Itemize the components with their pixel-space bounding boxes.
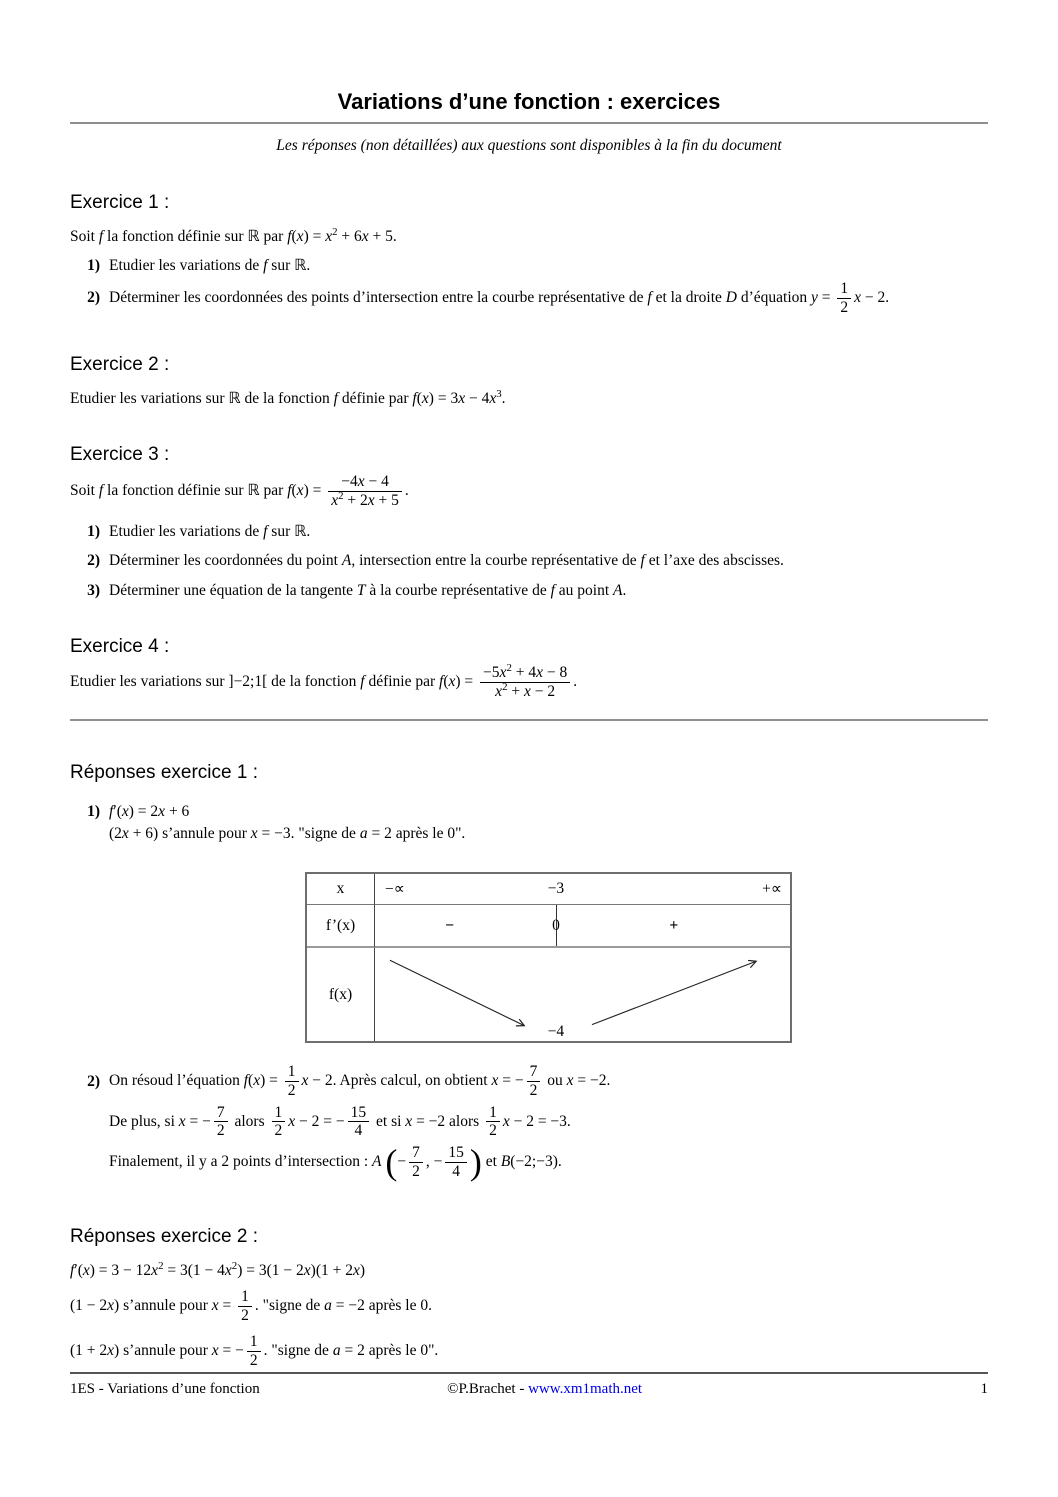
question-text: Déterminer les coordonnées du point A, intersection entre la courbe représentative de f et l’axe des abscisses. [109, 552, 784, 569]
increasing-arrow [592, 961, 756, 1024]
exercice-1-heading: Exercice 1 : [70, 192, 170, 213]
table-x-row [375, 874, 790, 905]
exercice-3-question-1 [70, 522, 988, 541]
reponse-2-factor1-line: (1 − 2x) s’annule pour x = $\frac{1}{2}$ . "signe de a = −2 après le 0. [70, 1288, 432, 1324]
exercice-1-question-2 [70, 280, 988, 317]
footer-author: ©P.Brachet - [447, 1381, 529, 1397]
question-number: 2) [87, 552, 100, 569]
question-number: 1) [87, 256, 100, 274]
title-rule [70, 122, 988, 124]
decreasing-arrow [390, 960, 524, 1025]
sign-plus: + [669, 916, 679, 934]
answer-text [109, 803, 988, 847]
question-text: Déterminer une équation de la tangente T à la courbe représentative de f au point A. [109, 582, 627, 599]
table-sign-row [375, 905, 790, 948]
minimum-value: −4 [547, 1023, 565, 1040]
answer-number: 2) [87, 1073, 100, 1090]
question-text: Déterminer les coordonnées des points d’intersection entre la courbe représentative de f et la droite D d’équation y = $\frac{1}{2}$ x − 2. [109, 280, 890, 316]
reponses-exercice-1-heading: Réponses exercice 1 : [70, 762, 258, 783]
reponse-1-answer-2 [70, 1063, 988, 1185]
exercice-1-question-1 [70, 256, 988, 275]
exercice-4-heading: Exercice 4 : [70, 636, 170, 657]
x-critical-value: −3 [547, 880, 565, 897]
x-minus-infinity: −∝ [385, 880, 405, 898]
table-variation-row [375, 948, 790, 1041]
exercice-2-body: Etudier les variations sur ℝ de la fonction f définie par $f(x) = 3x - 4x^3$. [70, 387, 506, 407]
page-title: Variations d’une fonction : exercices [337, 89, 721, 114]
footer-website-link[interactable]: www.xm1math.net [528, 1381, 643, 1397]
reponse-2-derivative-line: $f'(x) = 3 - 12x^2 = 3(1 - 4x^2) = 3(1 - 2x)(1 + 2x)$ [70, 1259, 366, 1279]
variation-arrows [375, 948, 790, 1041]
exercice-3-intro: Soit f la fonction définie sur ℝ par f(x) = $\frac{-4x - 4}{x^2 + 2x + 5}$ . [70, 473, 409, 509]
footer-course-label: 1ES - Variations d’une fonction [70, 1381, 260, 1397]
question-number: 1) [87, 522, 100, 540]
sign-minus: − [445, 916, 455, 934]
sign-explanation-line: (2x + 6) s’annule pour x = −3. "signe de a = 2 après le 0". [109, 825, 466, 842]
exercice-3-heading: Exercice 3 : [70, 444, 170, 465]
footer-page-number: 1 [980, 1381, 988, 1397]
derivative-line: f′(x) = 2x + 6 [109, 803, 190, 820]
footer-credit [447, 1381, 642, 1398]
reponse-1-answer-1 [70, 803, 988, 847]
table-row-label-f: f(x) [307, 948, 375, 1041]
section-divider [70, 719, 988, 721]
exercice-3-question-2 [70, 552, 988, 570]
table-row-label-fprime: f’(x) [307, 905, 375, 948]
variation-table [305, 872, 792, 1043]
subtitle: Les réponses (non détaillées) aux questions sont disponibles à la fin du document [276, 137, 782, 154]
reponses-exercice-2-heading: Réponses exercice 2 : [70, 1226, 258, 1247]
sign-zero: 0 [552, 916, 560, 934]
exercice-4-body: Etudier les variations sur ]−2;1[ de la fonction f définie par f(x) = $\frac{-5x^2 + 4x - 8}{x^2 + x - 2}$ . [70, 661, 578, 700]
answer-text [109, 1063, 988, 1185]
question-number: 3) [87, 582, 100, 599]
question-number: 2) [87, 289, 100, 307]
conclusion-line: Finalement, il y a 2 points d’intersection : A (− $\frac{7}{2}$ , − $\frac{15}{4}$ ) et B(−2;−3). [109, 1142, 562, 1183]
exercice-2-heading: Exercice 2 : [70, 354, 170, 375]
reponse-2-factor2-line: (1 + 2x) s’annule pour x = − $\frac{1}{2}$ . "signe de a = 2 après le 0". [70, 1333, 439, 1369]
question-text: Etudier les variations de f sur ℝ. [109, 257, 311, 274]
exercice-3-question-3 [70, 582, 988, 600]
x-plus-infinity: +∝ [762, 880, 782, 898]
exercice-1-intro: Soit f la fonction définie sur ℝ par $f(x) = x^2 + 6x + 5$. [70, 225, 397, 245]
equation-solving-line: On résoud l’équation f(x) = $\frac{1}{2}$ x − 2. Après calcul, on obtient x = − $\frac{7}{2}$ ou x = −2. [109, 1063, 611, 1099]
values-check-line: De plus, si x = − $\frac{7}{2}$ alors $\frac{1}{2}$ x − 2 = − $\frac{15}{4}$ et si x = −2 alors $\frac{1}{2}$ x − 2 = −3. [109, 1103, 571, 1140]
table-row-label-x: x [307, 874, 375, 905]
question-text: Etudier les variations de f sur ℝ. [109, 523, 311, 540]
answer-number: 1) [87, 803, 100, 820]
footer-rule [70, 1372, 988, 1374]
